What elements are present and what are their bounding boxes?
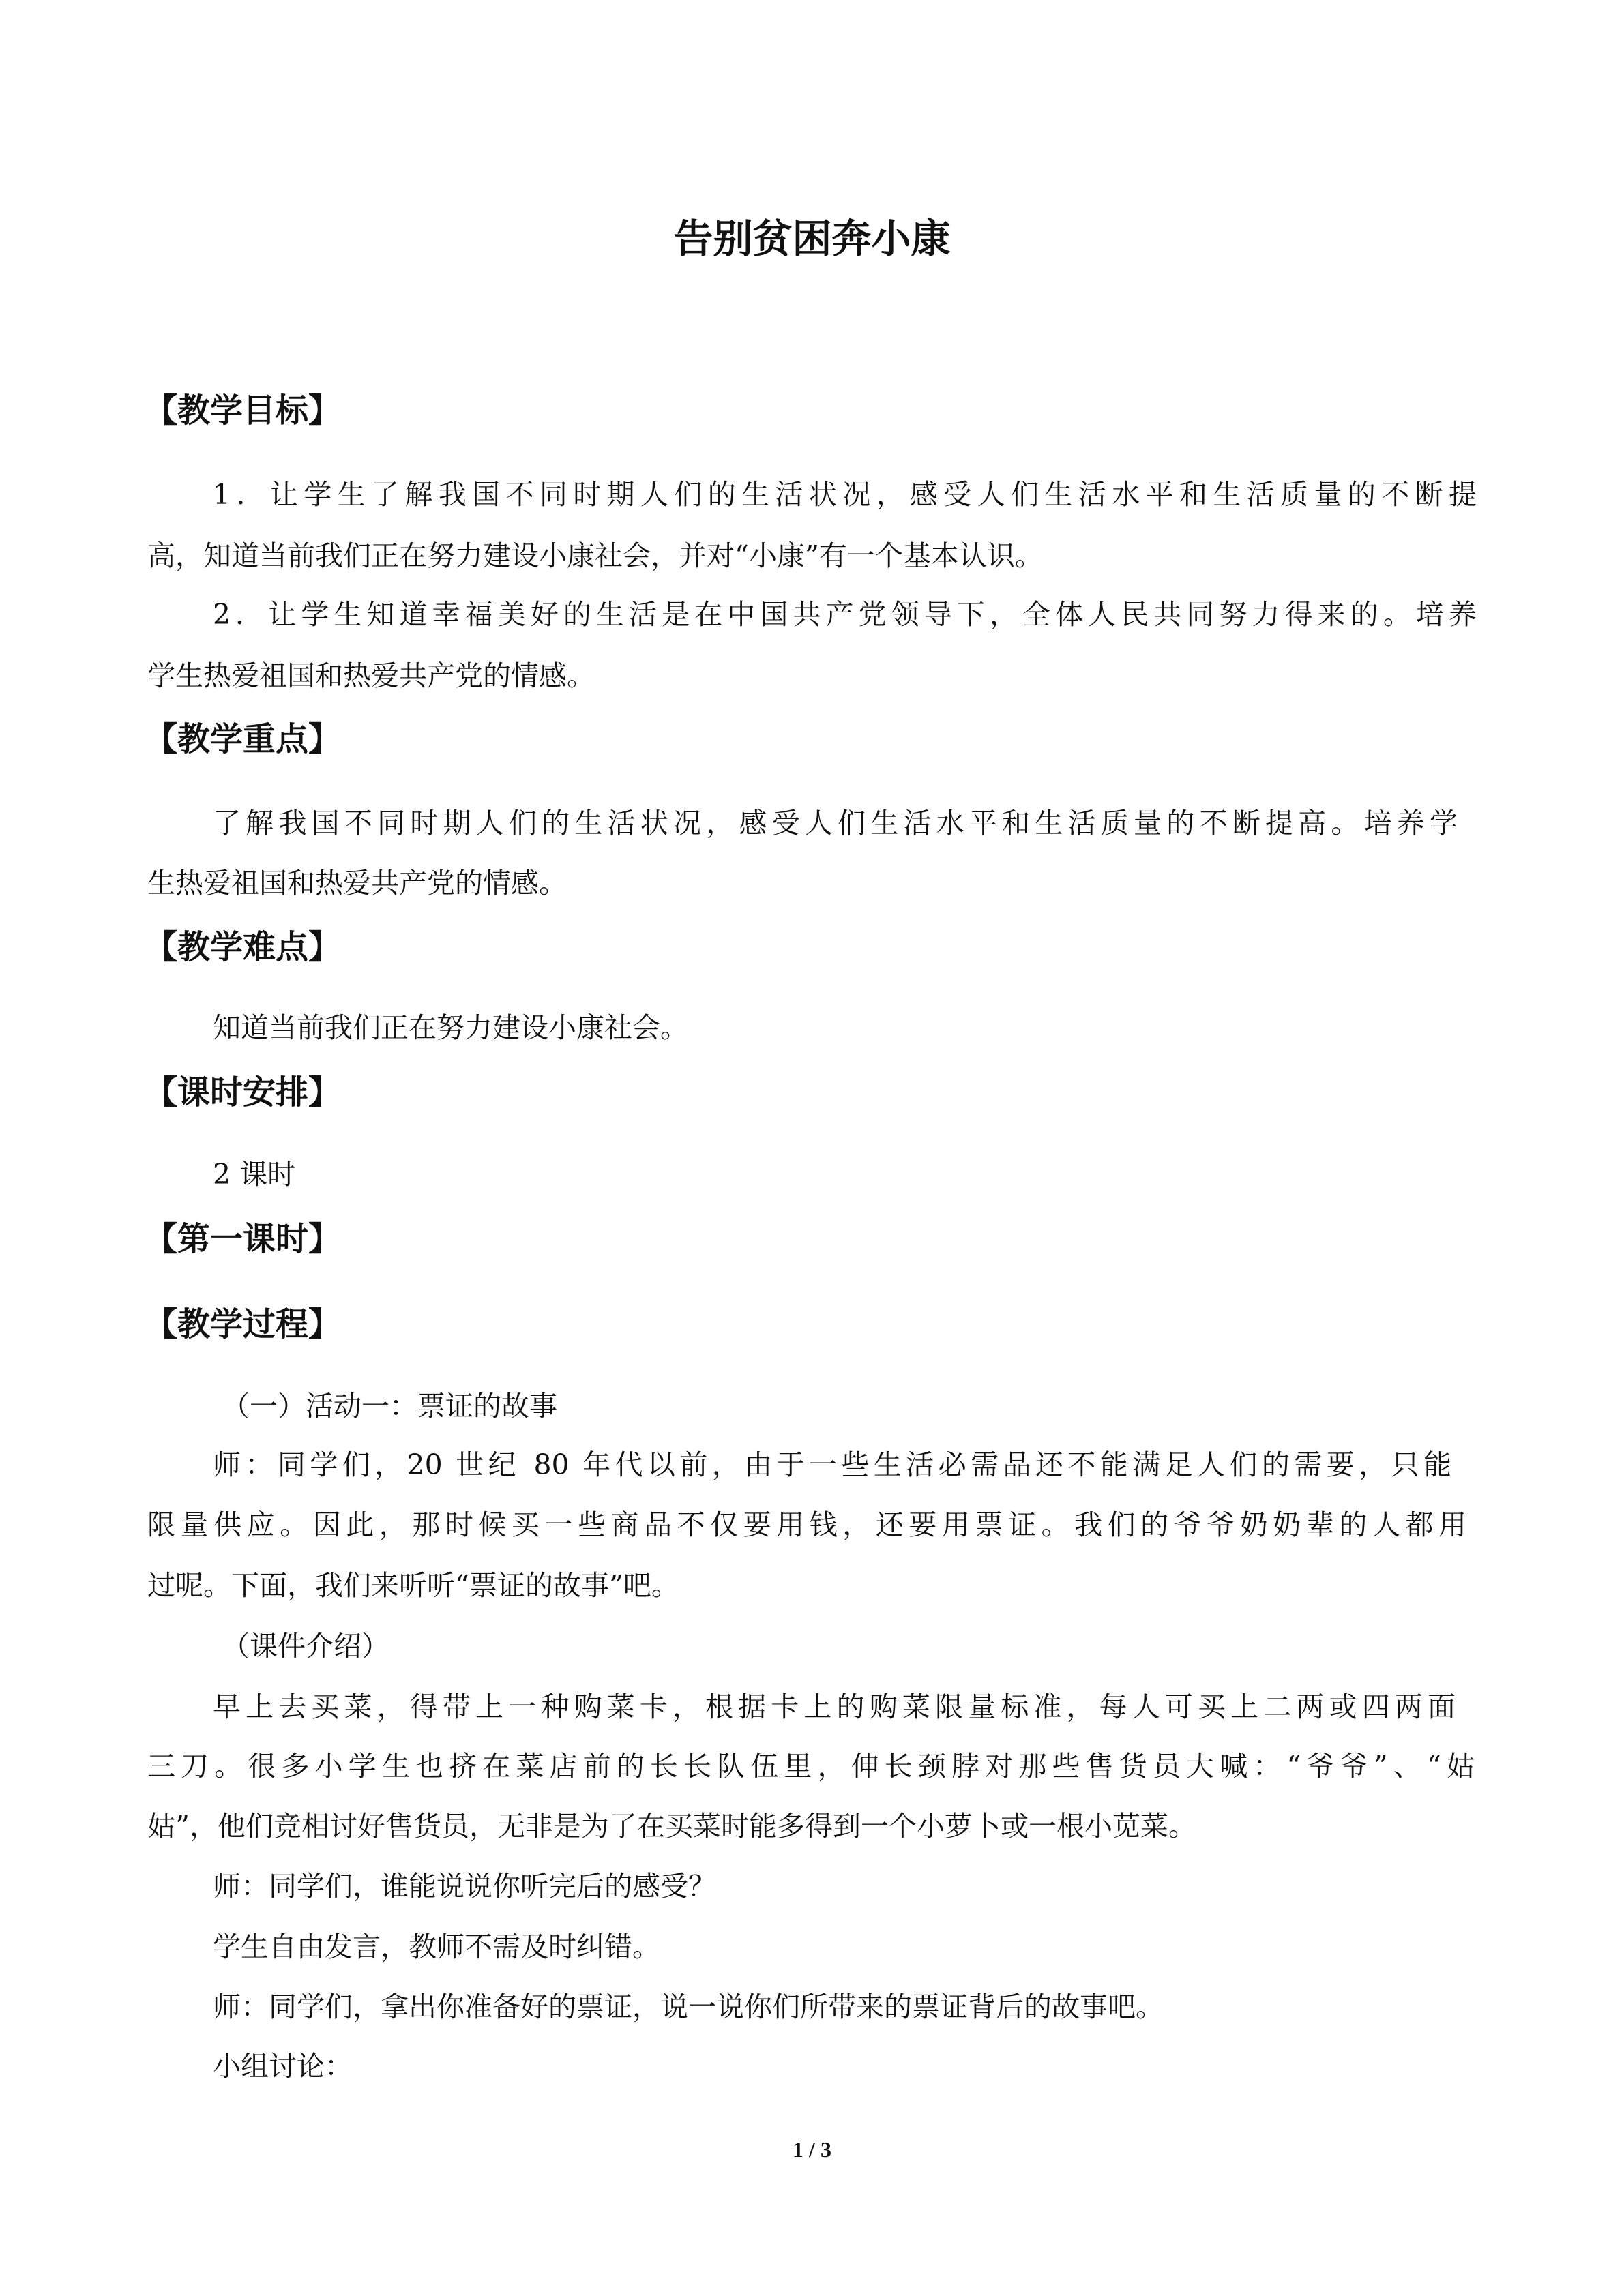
heading-first-lesson: 【第一课时】 <box>145 1220 342 1258</box>
heading-teaching-goals: 【教学目标】 <box>145 391 342 430</box>
process-paragraph-line: 三刀。很多小学生也挤在菜店前的长长队伍里，伸长颈脖对那些售货员大喊：“爷爷”、“姑 <box>147 1750 1475 1783</box>
goals-paragraph-line: 学生热爱祖国和热爱共产党的情感。 <box>147 659 595 692</box>
process-paragraph-line: 师：同学们，谁能说说你听完后的感受？ <box>213 1870 716 1903</box>
process-paragraph-line: （课件介绍） <box>222 1630 389 1663</box>
key-points-paragraph-line: 生热爱祖国和热爱共产党的情感。 <box>147 867 567 899</box>
process-subheading: （一）活动一：票证的故事 <box>222 1390 557 1422</box>
process-paragraph-line: 小组讨论： <box>213 2050 353 2083</box>
key-points-paragraph-line: 了解我国不同时期人们的生活状况，感受人们生活水平和生活质量的不断提高。培养学 <box>213 807 1458 839</box>
process-paragraph-line: 师：同学们，拿出你准备好的票证，说一说你们所带来的票证背后的故事吧。 <box>213 1991 1164 2023</box>
heading-difficulties: 【教学难点】 <box>145 928 342 966</box>
process-paragraph-line: 过呢。下面，我们来听听“票证的故事”吧。 <box>147 1569 679 1602</box>
difficulties-paragraph-line: 知道当前我们正在努力建设小康社会。 <box>213 1011 688 1044</box>
goals-paragraph-line: 1．让学生了解我国不同时期人们的生活状况，感受人们生活水平和生活质量的不断提 <box>213 478 1477 511</box>
schedule-line: 2 课时 <box>213 1158 296 1191</box>
process-paragraph-line: 限量供应。因此，那时候买一些商品不仅要用钱，还要用票证。我们的爷爷奶奶辈的人都用 <box>147 1508 1466 1541</box>
process-paragraph-line: 早上去买菜，得带上一种购菜卡，根据卡上的购菜限量标准，每人可买上二两或四两面 <box>213 1690 1456 1723</box>
goals-paragraph-line: 高，知道当前我们正在努力建设小康社会，并对“小康”有一个基本认识。 <box>147 539 1043 572</box>
page-number: 1 / 3 <box>793 2137 831 2162</box>
process-paragraph-line: 师：同学们，20 世纪 80 年代以前，由于一些生活必需品还不能满足人们的需要，只能 <box>213 1448 1451 1481</box>
heading-key-points: 【教学重点】 <box>145 720 342 758</box>
process-paragraph-line: 学生自由发言，教师不需及时纠错。 <box>213 1930 660 1963</box>
document-title: 告别贫困奔小康 <box>673 215 951 262</box>
goals-paragraph-line: 2．让学生知道幸福美好的生活是在中国共产党领导下，全体人民共同努力得来的。培养 <box>213 598 1477 631</box>
heading-teaching-process: 【教学过程】 <box>145 1305 342 1343</box>
heading-schedule: 【课时安排】 <box>145 1073 342 1112</box>
process-paragraph-line: 姑”，他们竞相讨好售货员，无非是为了在买菜时能多得到一个小萝卜或一根小苋菜。 <box>147 1810 1196 1843</box>
